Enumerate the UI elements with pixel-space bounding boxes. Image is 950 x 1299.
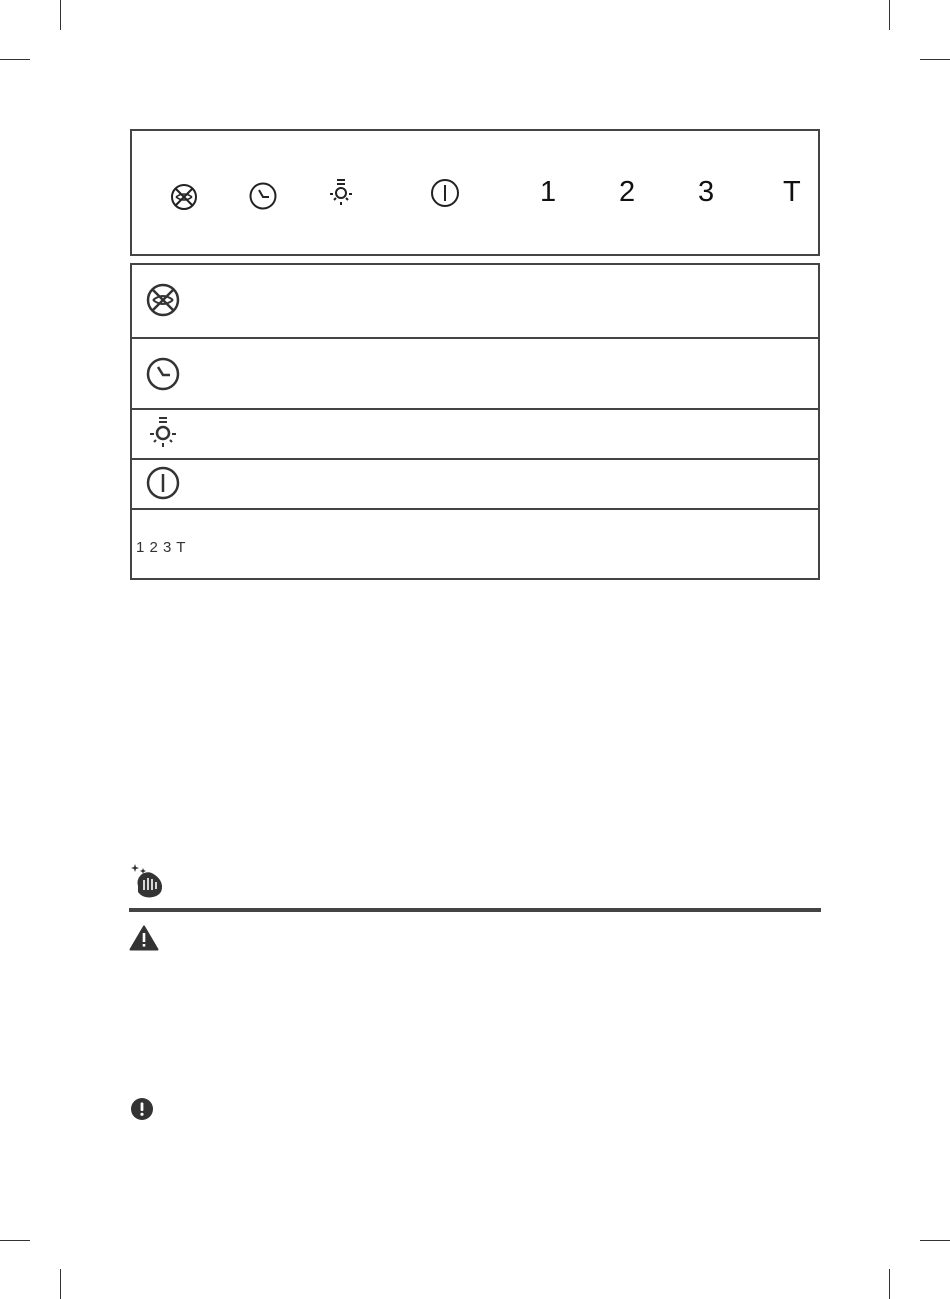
crop-mark <box>920 1240 950 1241</box>
fan-filter-icon[interactable] <box>170 183 198 211</box>
legend-row-timer <box>132 337 818 410</box>
timer-clock-icon[interactable] <box>248 181 278 211</box>
crop-mark <box>889 0 890 30</box>
speed-button-3[interactable]: 3 <box>698 176 715 208</box>
turbo-button[interactable]: T <box>783 176 801 208</box>
legend-table <box>130 263 820 580</box>
crop-mark <box>0 1240 30 1241</box>
light-bulb-icon[interactable] <box>328 177 354 209</box>
section-rule <box>129 908 821 912</box>
crop-mark <box>60 1269 61 1299</box>
legend-row-fan <box>132 265 818 337</box>
crop-mark <box>0 59 30 60</box>
power-icon[interactable] <box>430 178 460 208</box>
legend-row-power <box>132 458 818 510</box>
fan-filter-icon <box>146 283 180 317</box>
speed-levels-label: 1 2 3 T <box>136 539 186 556</box>
crop-mark <box>920 59 950 60</box>
speed-button-2[interactable]: 2 <box>619 176 636 208</box>
legend-row-speeds <box>132 508 818 580</box>
timer-clock-icon <box>146 357 180 391</box>
crop-mark <box>889 1269 890 1299</box>
control-panel <box>130 129 820 256</box>
light-bulb-icon <box>147 415 179 453</box>
legend-row-light <box>132 408 818 460</box>
power-icon <box>146 466 180 500</box>
warning-triangle-icon <box>129 925 159 951</box>
crop-mark <box>60 0 61 30</box>
notice-exclamation-icon <box>130 1097 154 1121</box>
cleaning-hand-icon <box>129 862 167 900</box>
speed-button-1[interactable]: 1 <box>540 176 557 208</box>
